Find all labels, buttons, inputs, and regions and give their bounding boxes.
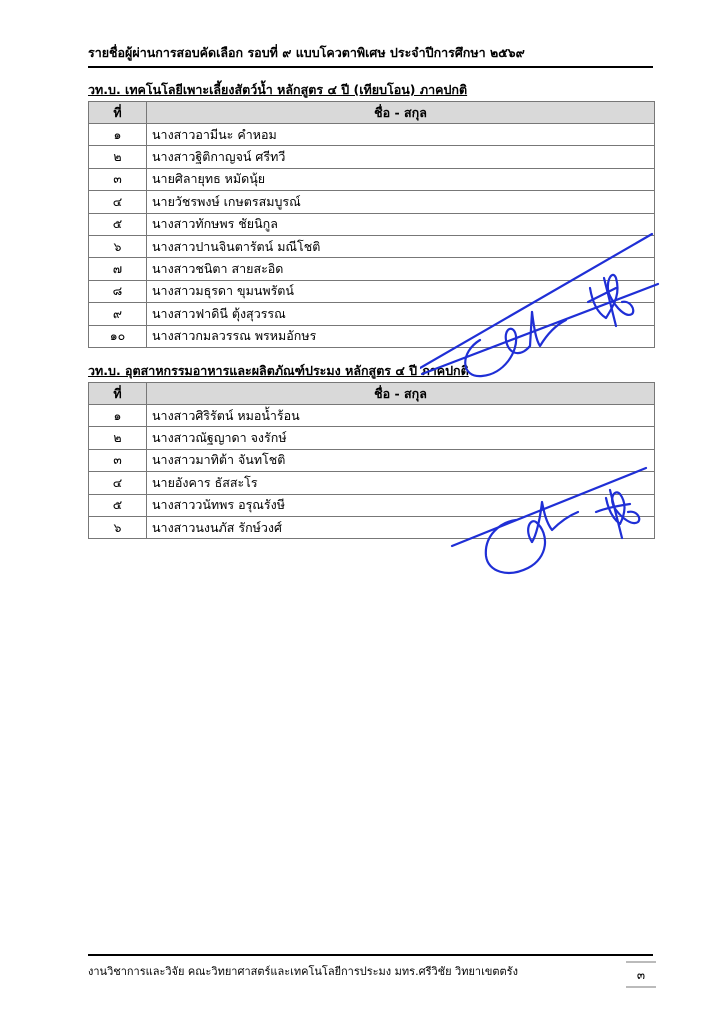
row-name: นางสาวมาทิต้า จันทโชติ — [147, 449, 655, 471]
table-row — [89, 146, 655, 168]
row-number: ๑ — [89, 124, 147, 146]
row-number: ๒ — [89, 427, 147, 449]
row-name: นายวัชรพงษ์ เกษตรสมบูรณ์ — [147, 191, 655, 213]
signature-1-icon — [420, 228, 660, 388]
row-name: นางสาวฐิติกาญจน์ ศรีทวี — [147, 146, 655, 168]
header-divider — [88, 66, 653, 68]
row-name: นายศิลายุทธ หมัดนุ้ย — [147, 168, 655, 190]
row-name: นางสาวปานจินตารัตน์ มณีโชติ — [147, 235, 655, 257]
section-title-aquaculture: วท.บ. เทคโนโลยีเพาะเลี้ยงสัตว์น้ำ หลักสูตร ๔ ปี (เทียบโอน) ภาคปกติ — [88, 82, 468, 97]
table-row — [89, 191, 655, 213]
page-number: ๓ — [636, 968, 646, 982]
row-number: ๕ — [89, 213, 147, 235]
table-row — [89, 405, 655, 427]
column-header-name: ชื่อ - สกุล — [147, 383, 655, 405]
row-name: นางสาวกมลวรรณ พรหมอักษร — [147, 325, 655, 347]
table-row — [89, 124, 655, 146]
row-name: นางสาวอามีนะ คำหอม — [147, 124, 655, 146]
row-number: ๒ — [89, 146, 147, 168]
row-number: ๖ — [89, 235, 147, 257]
row-number: ๔ — [89, 472, 147, 494]
footer-divider — [88, 954, 653, 956]
row-number: ๑๐ — [89, 325, 147, 347]
row-number: ๙ — [89, 303, 147, 325]
table-row — [89, 427, 655, 449]
column-header-no: ที่ — [89, 102, 147, 124]
row-number: ๔ — [89, 191, 147, 213]
page-number-bar-bottom — [626, 986, 656, 988]
row-name: นางสาวฟาดินี ตุ้งสุวรรณ — [147, 303, 655, 325]
page-number-bar-top — [626, 961, 656, 963]
column-header-name: ชื่อ - สกุล — [147, 102, 655, 124]
row-name: นางสาววนัทพร อรุณรังษี — [147, 494, 655, 516]
row-number: ๖ — [89, 516, 147, 538]
signature-2-icon — [450, 460, 660, 585]
page-header: รายชื่อผู้ผ่านการสอบคัดเลือก รอบที่ ๙ แบบโควตาพิเศษ ประจำปีการศึกษา ๒๕๖๙ — [88, 45, 525, 60]
row-name: นางสาวชนิตา สายสะอิด — [147, 258, 655, 280]
column-header-no: ที่ — [89, 383, 147, 405]
row-name: นางสาวณัฐญาดา จงรักษ์ — [147, 427, 655, 449]
row-name: นางสาวนงนภัส รักษ์วงศ์ — [147, 516, 655, 538]
section-title-fishery-products: วท.บ. อุตสาหกรรมอาหารและผลิตภัณฑ์ประมง หลักสูตร ๔ ปี ภาคปกติ — [88, 363, 469, 378]
row-number: ๕ — [89, 494, 147, 516]
table-header-row — [89, 102, 655, 124]
row-name: นางสาวศิริรัตน์ หมอน้ำร้อน — [147, 405, 655, 427]
row-number: ๗ — [89, 258, 147, 280]
row-number: ๑ — [89, 405, 147, 427]
row-name: นายอังคาร ธัสสะโร — [147, 472, 655, 494]
row-number: ๘ — [89, 280, 147, 302]
row-number: ๓ — [89, 449, 147, 471]
row-name: นางสาวมธุรดา ขุมนพรัตน์ — [147, 280, 655, 302]
row-number: ๓ — [89, 168, 147, 190]
table-row — [89, 168, 655, 190]
footer-text: งานวิชาการและวิจัย คณะวิทยาศาสตร์และเทคโนโลยีการประมง มทร.ศรีวิชัย วิทยาเขตตรัง — [88, 965, 518, 978]
row-name: นางสาวทักษพร ชัยนิกูล — [147, 213, 655, 235]
